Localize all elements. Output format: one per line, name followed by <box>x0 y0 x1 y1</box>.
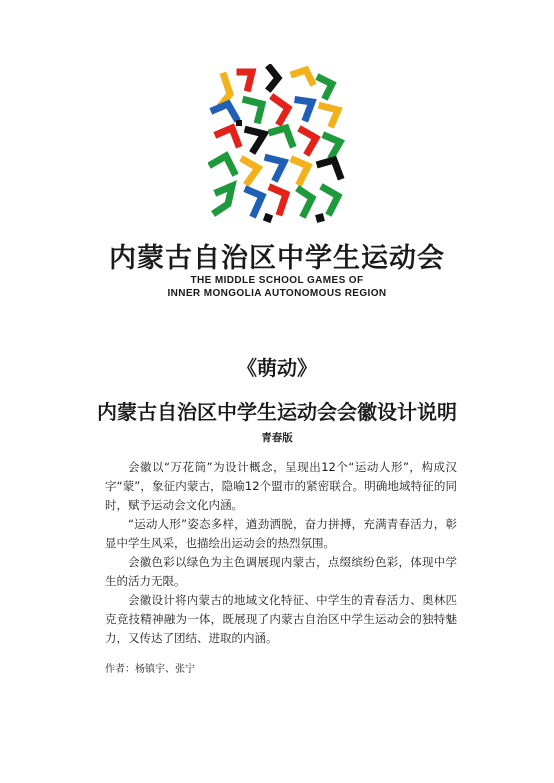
description-paragraph: “运动人形”姿态多样，遒劲洒脱，奋力拼搏，充满青春活力，彰显中学生风采，也描绘出运动会的热烈氛围。 <box>105 517 457 550</box>
games-emblem-logo <box>208 64 348 224</box>
emblem-stroke <box>320 78 332 96</box>
description-body <box>105 458 457 648</box>
emblem-stroke <box>268 158 284 178</box>
emblem-stroke <box>294 70 312 82</box>
emblem-stroke <box>222 76 230 104</box>
emblem-stroke <box>326 136 340 156</box>
emblem-stroke <box>294 160 308 182</box>
emblem-stroke <box>212 156 234 172</box>
emblem-dot <box>263 213 273 223</box>
description-paragraph: 会徽设计将内蒙古的地域文化特征、中学生的青春活力、奥林匹克竞技精神融为一体，既展现了内蒙古自治区中学生运动会的独特魅力，又传达了团结、进取的内涵。 <box>105 593 457 645</box>
document-subtitle: 内蒙古自治区中学生运动会会徽设计说明 <box>97 400 457 424</box>
version-label: 青春版 <box>261 432 293 444</box>
emblem-stroke <box>320 160 340 176</box>
organization-title-cn: 内蒙古自治区中学生运动会 <box>109 243 445 274</box>
emblem-stroke <box>274 98 288 122</box>
emblem-stroke <box>240 72 252 88</box>
emblem-dot <box>315 213 325 223</box>
emblem-stroke <box>218 128 238 144</box>
emblem-stroke <box>300 190 312 214</box>
author-credit: 作者：杨镇宇、张宁 <box>105 664 195 675</box>
document-title: 《萌动》 <box>237 356 317 380</box>
emblem-stroke <box>244 160 258 182</box>
emblem-stroke <box>248 190 262 214</box>
description-paragraph: 会徽以“万花筒”为设计概念，呈现出12个“运动人形”，构成汉字“蒙”，象征内蒙古，隐喻12个盟市的紧密联合。明确地域特征的同时，赋予运动会文化内涵。 <box>105 460 457 512</box>
emblem-stroke <box>298 100 312 118</box>
emblem-stroke <box>216 186 232 212</box>
emblem-stroke <box>214 104 236 118</box>
emblem-stroke <box>270 68 278 88</box>
emblem-stroke <box>248 130 264 150</box>
organization-title-en <box>0 274 554 300</box>
emblem-stroke <box>322 106 338 124</box>
emblem-stroke <box>246 100 262 120</box>
emblem-stroke <box>272 128 292 144</box>
emblem-stroke <box>324 188 338 212</box>
emblem-stroke <box>272 188 286 212</box>
organization-title-en-line2: INNER MONGOLIA AUTONOMOUS REGION <box>167 288 387 299</box>
organization-title-en-line1: THE MIDDLE SCHOOL GAMES OF <box>190 275 364 286</box>
emblem-stroke <box>302 130 316 152</box>
description-paragraph: 会徽色彩以绿色为主色调展现内蒙古，点缀缤纷色彩，体现中学生的活力无限。 <box>105 555 457 588</box>
emblem-dot <box>236 120 242 126</box>
